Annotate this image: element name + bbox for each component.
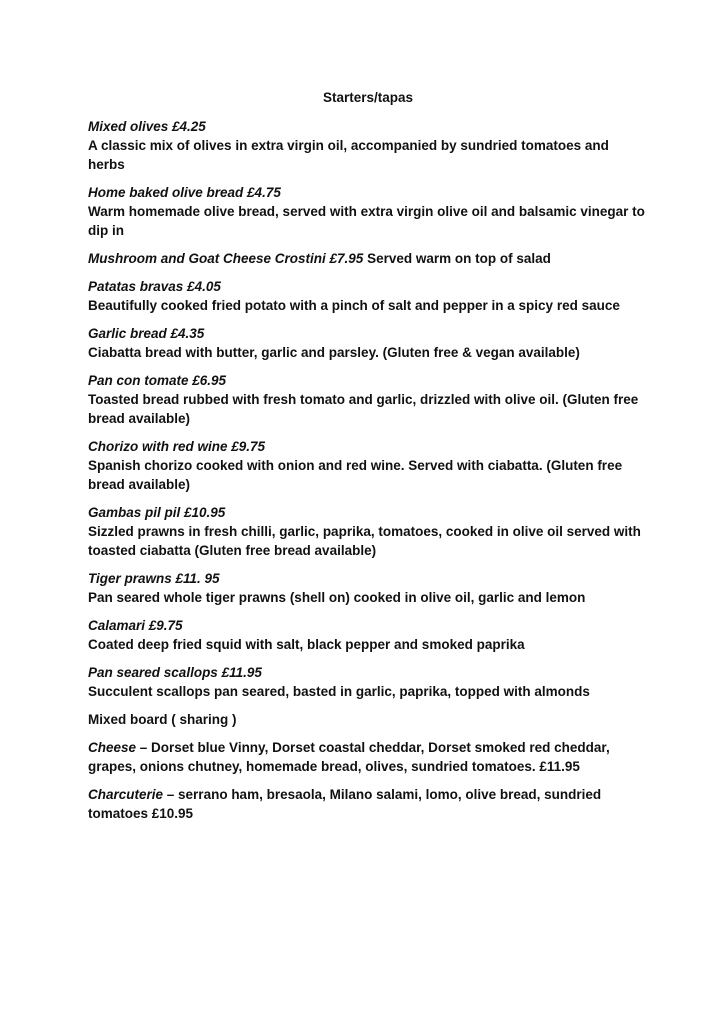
menu-item [88, 437, 648, 494]
item-description: – Dorset blue Vinny, Dorset coastal cheddar, Dorset smoked red cheddar, grapes, onions chutney, homemade bread, olives, sundried tomatoes. £11.95 [88, 740, 610, 774]
item-description: – serrano ham, bresaola, Milano salami, lomo, olive bread, sundried tomatoes £10.95 [88, 787, 602, 821]
item-description: Coated deep fried squid with salt, black pepper and smoked paprika [88, 637, 525, 652]
item-name: Pan seared scallops £11.95 [88, 665, 262, 680]
item-name: Calamari £9.75 [88, 618, 183, 633]
menu-item [88, 117, 648, 174]
item-name: Patatas bravas £4.05 [88, 279, 221, 294]
item-name: Charcuterie [88, 787, 164, 802]
menu-item [88, 569, 648, 607]
item-name: Pan con tomate £6.95 [88, 373, 227, 388]
menu-item [88, 616, 648, 654]
menu-item [88, 183, 648, 240]
item-name: Garlic bread £4.35 [88, 326, 205, 341]
menu-item-charcuterie [88, 785, 648, 823]
item-name: Gambas pil pil £10.95 [88, 505, 226, 520]
menu-item [88, 324, 648, 362]
item-name: Chorizo with red wine £9.75 [88, 439, 266, 454]
item-description: Spanish chorizo cooked with onion and red wine. Served with ciabatta. (Gluten free bread available) [88, 458, 623, 492]
item-name: Tiger prawns £11. 95 [88, 571, 220, 586]
item-description: Succulent scallops pan seared, basted in garlic, paprika, topped with almonds [88, 684, 590, 699]
item-description: Warm homemade olive bread, served with extra virgin olive oil and balsamic vinegar to dip in [88, 204, 645, 238]
menu-item [88, 503, 648, 560]
page-title: Starters/tapas [322, 90, 414, 105]
menu-page [88, 89, 648, 832]
item-description: Ciabatta bread with butter, garlic and parsley. (Gluten free & vegan available) [88, 345, 580, 360]
item-description: A classic mix of olives in extra virgin oil, accompanied by sundried tomatoes and herbs [88, 138, 609, 172]
menu-item [88, 663, 648, 701]
menu-item [88, 371, 648, 428]
menu-item [88, 277, 648, 315]
item-description: Pan seared whole tiger prawns (shell on) cooked in olive oil, garlic and lemon [88, 590, 586, 605]
menu-item [88, 249, 648, 268]
item-name: Mushroom and Goat Cheese Crostini £7.95 [88, 251, 364, 266]
item-description: Sizzled prawns in fresh chilli, garlic, paprika, tomatoes, cooked in olive oil served with toasted ciabatta (Gluten free bread available) [88, 524, 641, 558]
menu-item-cheese [88, 738, 648, 776]
mixed-board-label: Mixed board ( sharing ) [88, 712, 237, 727]
mixed-board-heading [88, 710, 648, 729]
item-description: Served warm on top of salad [367, 251, 551, 266]
item-name: Home baked olive bread £4.75 [88, 185, 281, 200]
item-name: Mixed olives £4.25 [88, 119, 206, 134]
item-description: Beautifully cooked fried potato with a pinch of salt and pepper in a spicy red sauce [88, 298, 620, 313]
item-name: Cheese [88, 740, 137, 755]
item-description: Toasted bread rubbed with fresh tomato and garlic, drizzled with olive oil. (Gluten free bread available) [88, 392, 639, 426]
